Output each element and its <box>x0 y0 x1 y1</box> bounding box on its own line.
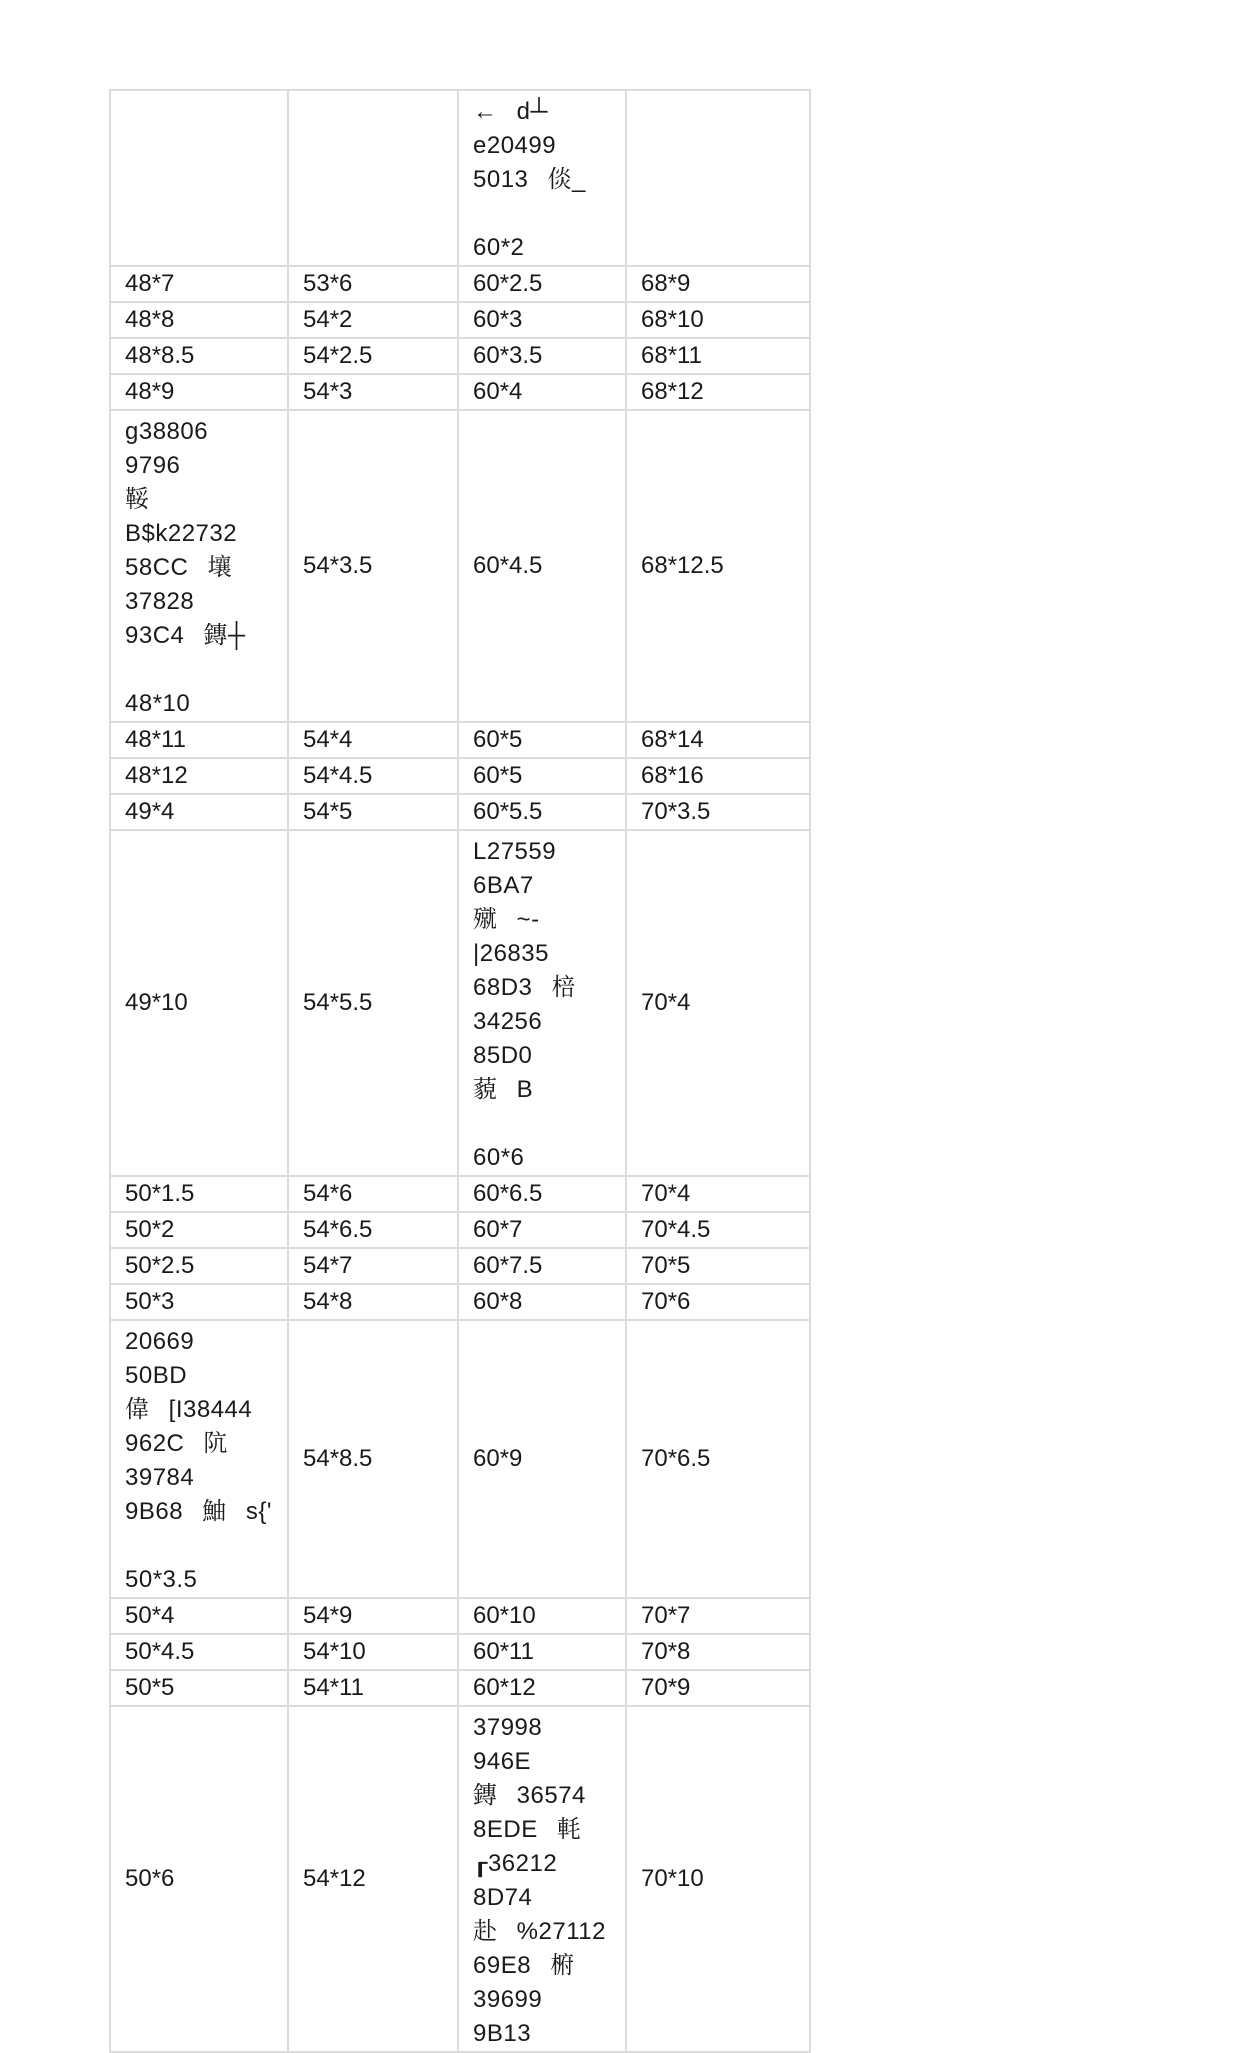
table-cell <box>458 1670 626 1706</box>
garbled-text-line: L27559 6BA7 <box>473 838 557 899</box>
table-row <box>110 1634 810 1670</box>
table-cell <box>288 1212 458 1248</box>
table-cell <box>626 90 810 266</box>
garbled-text-line: 69E8 椨 <box>473 1952 575 1979</box>
garbled-text-line: 58CC 壤37828 <box>125 554 233 615</box>
table-cell <box>288 722 458 758</box>
cell-value: 70*6 <box>641 1288 691 1315</box>
table-cell <box>626 302 810 338</box>
table-cell <box>288 410 458 722</box>
table-cell <box>110 1598 288 1634</box>
table-cell <box>110 1212 288 1248</box>
table-row <box>110 758 810 794</box>
table-cell <box>626 1706 810 2052</box>
table-cell <box>288 1320 458 1598</box>
cell-value: 68*10 <box>641 306 704 333</box>
garbled-text-line: 9B68 鮋 s{' <box>125 1498 272 1525</box>
table-cell <box>626 1634 810 1670</box>
cell-value: 50*2.5 <box>125 1252 195 1279</box>
cell-value: 48*7 <box>125 270 175 297</box>
cell-value: 60*9 <box>473 1445 523 1472</box>
garbled-text-line: ┎36212 8D74 <box>473 1850 558 1911</box>
table-row <box>110 410 810 722</box>
table-cell <box>110 1176 288 1212</box>
table-row <box>110 1670 810 1706</box>
table-cell <box>626 374 810 410</box>
table-cell <box>110 90 288 266</box>
cell-value: 54*2.5 <box>303 342 373 369</box>
table-cell <box>626 1284 810 1320</box>
cell-value: 50*3.5 <box>125 1566 198 1593</box>
table-cell <box>288 1248 458 1284</box>
table-cell <box>458 1706 626 2052</box>
table-cell <box>626 410 810 722</box>
cell-value: 60*5 <box>473 726 523 753</box>
garbled-text-line: 赴 %27112 <box>473 1918 606 1945</box>
table-cell <box>626 266 810 302</box>
cell-value: 54*10 <box>303 1638 366 1665</box>
cell-value: 70*4.5 <box>641 1216 711 1243</box>
cell-value: 48*8.5 <box>125 342 195 369</box>
cell-value: 68*11 <box>641 342 702 369</box>
cell-value: 50*6 <box>125 1865 175 1892</box>
cell-value: 49*4 <box>125 798 175 825</box>
table-cell <box>110 338 288 374</box>
table-cell <box>458 1212 626 1248</box>
cell-value: 60*3 <box>473 306 523 333</box>
cell-value: 60*4 <box>473 378 523 405</box>
garbled-text-line: ← d┴ e20499 <box>473 98 557 159</box>
table-cell <box>288 374 458 410</box>
garbled-text-line: 34256 85D0 <box>473 1008 543 1069</box>
table-cell <box>110 1284 288 1320</box>
garbled-text-line: 鏄 36574 <box>473 1782 586 1809</box>
table-cell <box>288 90 458 266</box>
line-gap <box>125 1529 275 1563</box>
cell-value: 70*4 <box>641 989 691 1016</box>
cell-value: 54*12 <box>303 1865 366 1892</box>
table-row <box>110 374 810 410</box>
cell-value: 54*8.5 <box>303 1445 373 1472</box>
cell-value: 48*12 <box>125 762 188 789</box>
table-cell <box>288 1706 458 2052</box>
line-gap <box>473 197 613 231</box>
table-cell <box>458 1598 626 1634</box>
cell-value: 60*6 <box>473 1144 525 1171</box>
table-cell <box>626 758 810 794</box>
table-cell <box>626 1320 810 1598</box>
cell-value: 70*8 <box>641 1638 691 1665</box>
cell-value: 60*6.5 <box>473 1180 543 1207</box>
cell-value: 68*9 <box>641 270 691 297</box>
cell-value: 60*2 <box>473 234 525 261</box>
table-cell <box>110 722 288 758</box>
table-cell <box>288 1670 458 1706</box>
table-cell <box>110 758 288 794</box>
cell-value: 60*5.5 <box>473 798 543 825</box>
line-gap <box>473 1107 613 1141</box>
table-cell <box>110 830 288 1176</box>
table-row <box>110 90 810 266</box>
cell-value: 60*7.5 <box>473 1252 543 1279</box>
table-cell <box>458 410 626 722</box>
cell-value: 60*7 <box>473 1216 523 1243</box>
garbled-text-line: 68D3 棓 <box>473 974 577 1001</box>
table-cell <box>288 758 458 794</box>
cell-value: 68*14 <box>641 726 704 753</box>
table-cell <box>626 830 810 1176</box>
cell-value: 50*5 <box>125 1674 175 1701</box>
cell-value: 50*4.5 <box>125 1638 195 1665</box>
cell-value: 48*11 <box>125 726 186 753</box>
cell-value: 50*1.5 <box>125 1180 195 1207</box>
table-row <box>110 1284 810 1320</box>
table-row <box>110 722 810 758</box>
garbled-text-line: 5013 倓_ <box>473 166 586 193</box>
table-cell <box>626 1248 810 1284</box>
table-cell <box>626 1176 810 1212</box>
table-cell <box>288 266 458 302</box>
cell-value: 54*4.5 <box>303 762 373 789</box>
table-cell <box>110 374 288 410</box>
cell-value: 54*8 <box>303 1288 353 1315</box>
table-cell <box>626 794 810 830</box>
cell-value: 54*3 <box>303 378 353 405</box>
cell-value: 70*5 <box>641 1252 691 1279</box>
table-cell <box>288 1634 458 1670</box>
table-cell <box>458 722 626 758</box>
table-cell <box>626 338 810 374</box>
table-row <box>110 1212 810 1248</box>
table-cell <box>110 1634 288 1670</box>
cell-value: 60*10 <box>473 1602 536 1629</box>
garbled-text-line: 20669 50BD <box>125 1328 195 1389</box>
cell-value: 49*10 <box>125 989 188 1016</box>
table-row <box>110 830 810 1176</box>
table-cell <box>458 338 626 374</box>
table-cell <box>626 722 810 758</box>
table-cell <box>458 1320 626 1598</box>
table-cell <box>288 1284 458 1320</box>
cell-value: 70*6.5 <box>641 1445 711 1472</box>
cell-value: 60*8 <box>473 1288 523 1315</box>
table-cell <box>458 830 626 1176</box>
table-cell <box>110 1320 288 1598</box>
table-cell <box>458 1248 626 1284</box>
cell-value: 60*4.5 <box>473 552 543 579</box>
table-row <box>110 1706 810 2052</box>
table-cell <box>626 1598 810 1634</box>
garbled-text-line: 93C4 鏄┼ <box>125 622 246 649</box>
cell-value: 54*11 <box>303 1674 364 1701</box>
table-cell <box>288 830 458 1176</box>
table-cell <box>110 302 288 338</box>
table-cell <box>110 1670 288 1706</box>
cell-value: 60*2.5 <box>473 270 543 297</box>
garbled-text-line: 殧 ~-|26835 <box>473 906 549 967</box>
table-cell <box>110 266 288 302</box>
cell-value: 60*11 <box>473 1638 534 1665</box>
table-row <box>110 1598 810 1634</box>
table-cell <box>110 1706 288 2052</box>
cell-value: 50*3 <box>125 1288 175 1315</box>
cell-value: 54*6 <box>303 1180 353 1207</box>
table-cell <box>458 1284 626 1320</box>
cell-value: 68*12.5 <box>641 552 724 579</box>
cell-value: 54*9 <box>303 1602 353 1629</box>
table-cell <box>458 794 626 830</box>
cell-value: 48*8 <box>125 306 175 333</box>
table-cell <box>458 302 626 338</box>
cell-value: 68*16 <box>641 762 704 789</box>
table-cell <box>626 1670 810 1706</box>
cell-value: 54*2 <box>303 306 353 333</box>
table-cell <box>288 1598 458 1634</box>
table-cell <box>288 1176 458 1212</box>
table-cell <box>110 794 288 830</box>
table-cell <box>288 338 458 374</box>
table-row <box>110 1320 810 1598</box>
garbled-text-line: 藐 B <box>473 1076 534 1103</box>
cell-value: 50*2 <box>125 1216 175 1243</box>
table-cell <box>458 758 626 794</box>
cell-value: 54*5 <box>303 798 353 825</box>
table-cell <box>458 266 626 302</box>
cell-value: 50*4 <box>125 1602 175 1629</box>
table-cell <box>458 90 626 266</box>
garbled-text-line: 39699 9B13 <box>473 1986 543 2047</box>
cell-value: 54*5.5 <box>303 989 373 1016</box>
table-cell <box>288 302 458 338</box>
cell-value: 70*7 <box>641 1602 691 1629</box>
cell-value: 70*10 <box>641 1865 704 1892</box>
table-row <box>110 338 810 374</box>
garbled-text-line: 962C 阬39784 <box>125 1430 229 1491</box>
cell-value: 48*10 <box>125 690 191 717</box>
cell-value: 54*7 <box>303 1252 353 1279</box>
garbled-text-line: 37998 946E <box>473 1714 543 1775</box>
specification-table <box>109 89 811 2053</box>
line-gap <box>125 653 275 687</box>
table-row <box>110 266 810 302</box>
table-cell <box>110 410 288 722</box>
cell-value: 70*3.5 <box>641 798 711 825</box>
table-cell <box>458 374 626 410</box>
cell-value: 60*12 <box>473 1674 536 1701</box>
cell-value: 70*9 <box>641 1674 691 1701</box>
cell-value: 53*6 <box>303 270 353 297</box>
cell-value: 70*4 <box>641 1180 691 1207</box>
cell-value: 54*3.5 <box>303 552 373 579</box>
cell-value: 68*12 <box>641 378 704 405</box>
garbled-text-line: 鞖 B$k22732 <box>125 486 238 547</box>
table-cell <box>458 1634 626 1670</box>
garbled-text-line: 8EDE 軞 <box>473 1816 582 1843</box>
table-cell <box>110 1248 288 1284</box>
cell-value: 48*9 <box>125 378 175 405</box>
table-row <box>110 1248 810 1284</box>
table-cell <box>288 794 458 830</box>
table-row <box>110 1176 810 1212</box>
garbled-text-line: 偉 [I38444 <box>125 1396 253 1423</box>
cell-value: 60*3.5 <box>473 342 543 369</box>
table-row <box>110 794 810 830</box>
table-row <box>110 302 810 338</box>
cell-value: 54*4 <box>303 726 353 753</box>
cell-value: 54*6.5 <box>303 1216 373 1243</box>
cell-value: 60*5 <box>473 762 523 789</box>
garbled-text-line: g38806 9796 <box>125 418 209 479</box>
table-cell <box>458 1176 626 1212</box>
table-cell <box>626 1212 810 1248</box>
